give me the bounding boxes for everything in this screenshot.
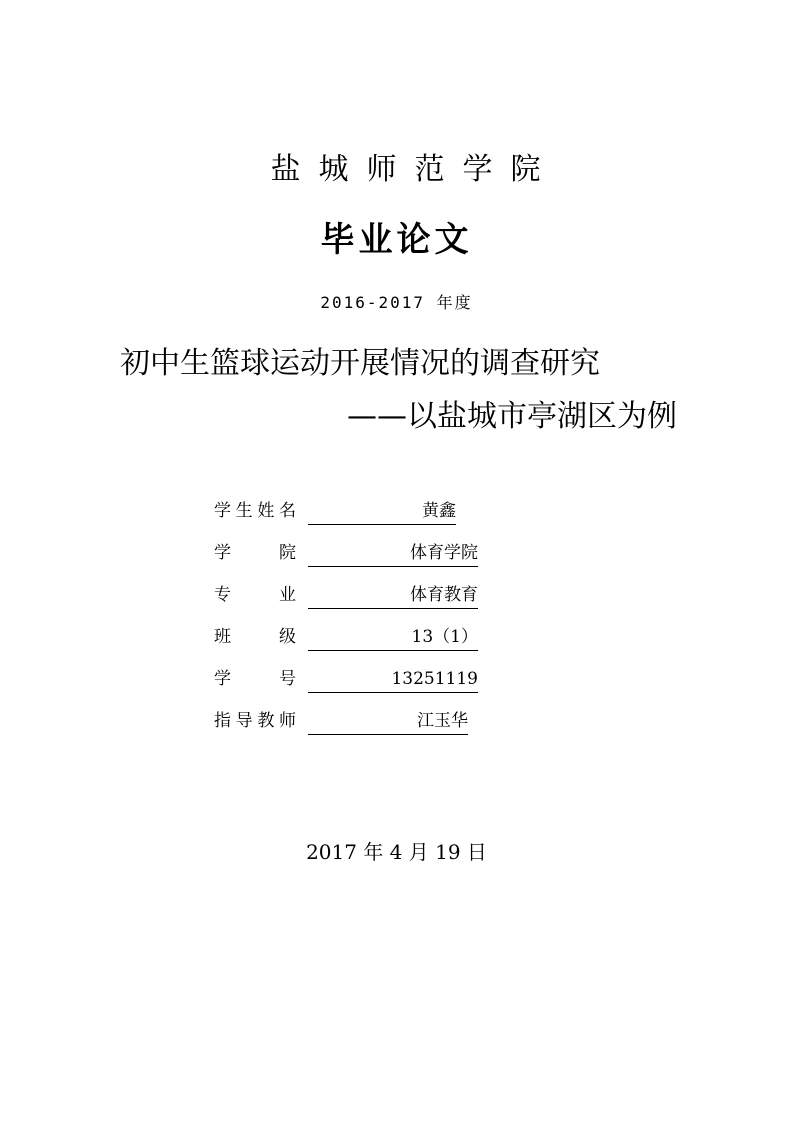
info-value-student-name: 黄鑫	[308, 498, 456, 525]
submission-date: 2017 年 4 月 19 日	[306, 840, 487, 864]
academic-year: 2016-2017 年度	[320, 293, 473, 312]
info-value-major: 体育教育	[308, 582, 478, 609]
thesis-subtitle: ——以盐城市亭湖区为例	[347, 399, 677, 434]
thesis-title: 初中生篮球运动开展情况的调查研究	[120, 346, 600, 381]
info-label-advisor: 指 导 教 师	[214, 711, 296, 731]
info-value-college: 体育学院	[308, 540, 478, 567]
document-type: 毕业论文	[320, 220, 473, 260]
info-label-college: 学 院	[214, 543, 296, 563]
info-value-advisor: 江玉华	[308, 708, 468, 735]
info-label-major: 专 业	[214, 585, 296, 605]
info-label-student-name: 学 生 姓 名	[214, 501, 296, 521]
school-name: 盐城师范学院	[270, 152, 559, 187]
info-value-class: 13（1）	[308, 624, 478, 651]
info-label-student-id: 学 号	[214, 669, 296, 689]
info-label-class: 班 级	[214, 627, 296, 647]
info-value-student-id: 13251119	[308, 666, 478, 693]
